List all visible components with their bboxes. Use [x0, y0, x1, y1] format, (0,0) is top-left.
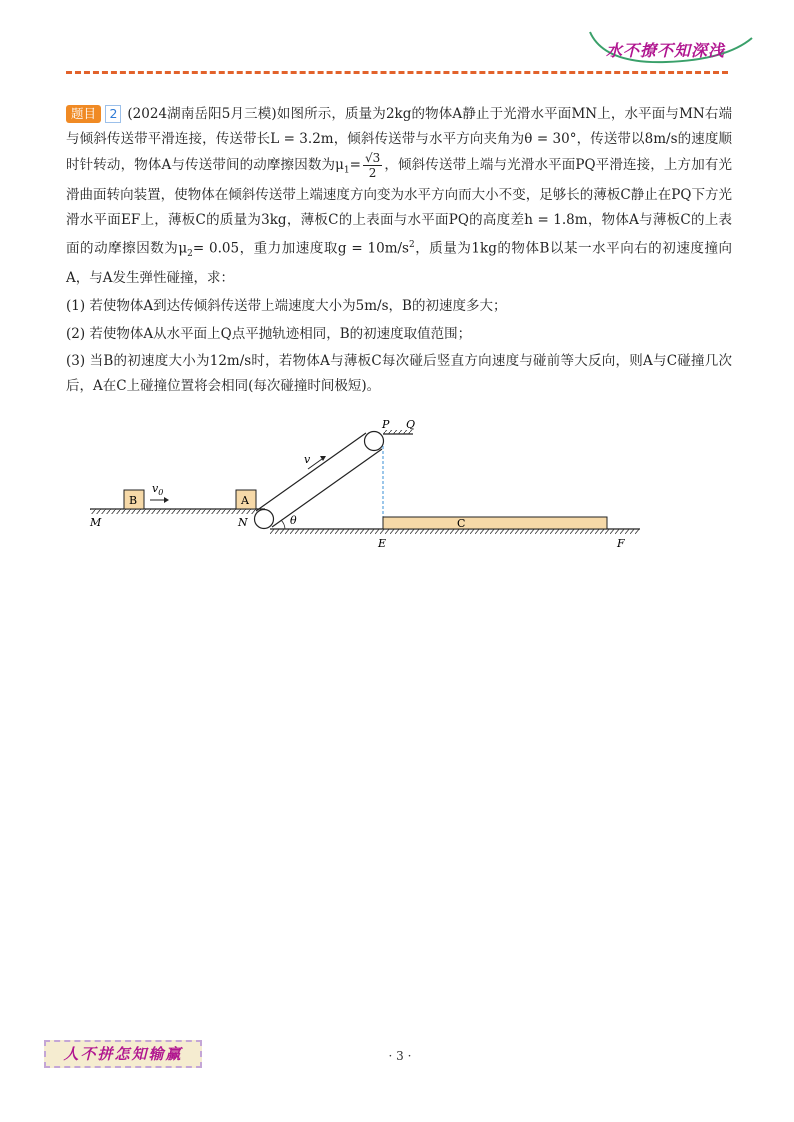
label-P: P — [382, 420, 390, 431]
label-F: F — [617, 537, 625, 550]
question-number: 2 — [105, 105, 121, 123]
label-v0: $v_0$ — [152, 482, 164, 497]
block-B — [124, 490, 144, 509]
mu1-subscript: 1 — [343, 165, 350, 176]
page-number: · 3 · — [388, 1049, 412, 1063]
velocity-v0-arrow-icon — [150, 497, 169, 503]
equals-sign: = — [349, 157, 361, 174]
label-M: M — [90, 516, 102, 529]
conveyor-belt — [255, 432, 384, 529]
question-intro — [66, 102, 732, 291]
header-motto: 水不撩不知深浅 — [606, 41, 726, 60]
sub-question-1: (1) 若使物体A到达传倾斜传送带上端速度大小为5m/s，B的初速度多大； — [66, 298, 507, 315]
plate-C-label: C — [457, 517, 466, 530]
theta-angle-arc — [281, 520, 285, 529]
sub-question-3: (3) 当B的初速度大小为12m/s时，若物体A与薄板C每次碰后竖直方向速度与碰前等大反向，则A与C碰撞几次后，A在C上碰撞位置将会相同(每次碰撞时间极短)。 — [66, 353, 732, 394]
mu1-fraction — [363, 151, 382, 180]
physics-diagram — [80, 420, 660, 555]
label-v: v — [304, 453, 311, 466]
label-N: N — [238, 516, 248, 529]
label-E: E — [378, 537, 387, 550]
header-divider — [66, 71, 728, 74]
question-source: (2024湖南岳阳5月三模) — [127, 106, 277, 122]
question-text-part1: 如图所示，质量为2kg的物体A静止于光滑水平面MN上，水平面与MN右端与倾斜传送带平滑连接，传送带长L = 3.2m，倾斜传送带与水平方向夹角为θ = 30°，传送带以8m/s的速度顺时针转动，物体A与传送带间的动摩擦因数为μ — [66, 106, 732, 174]
block-A — [236, 490, 256, 509]
footer-motto: 人不拼怎知输赢 — [44, 1040, 202, 1068]
fraction-denominator: 2 — [368, 166, 377, 181]
plate-C — [383, 517, 607, 530]
question-text-part2: ，倾斜传送带上端与光滑水平面PQ平滑连接，上方加有光滑曲面转向装置，使物体在倾斜传送带上端速度方向变为水平方向而大小不变，足够长的薄板C静止在PQ下方光滑水平面EF上，薄板C的质量为3kg，薄板C的上表面与水平面PQ的高度差h = 1.8m，物体A与薄板C的上表面的动摩擦因数为μ — [66, 157, 732, 257]
question-block — [66, 102, 732, 398]
ground-EF — [270, 529, 640, 534]
sub-question-2: (2) 若使物体A从水平面上Q点平抛轨迹相同，B的初速度取值范围； — [66, 325, 472, 342]
label-theta: θ — [290, 514, 297, 527]
label-Q: Q — [406, 420, 416, 431]
block-B-label: B — [129, 494, 138, 507]
g-superscript: 2 — [408, 239, 415, 250]
fraction-numerator: √3 — [364, 151, 381, 166]
surface-MN — [90, 509, 265, 514]
question-text-part3: = 0.05，重力加速度取g = 10m/s — [192, 240, 409, 257]
question-text-part4: ，质量为1kg的物体B以某一水平向右的初速度撞向A，与A发生弹性碰撞，求： — [66, 240, 732, 287]
mu2-subscript: 2 — [187, 248, 193, 259]
question-tag: 题目 — [66, 105, 101, 123]
block-A-label: A — [241, 494, 249, 507]
